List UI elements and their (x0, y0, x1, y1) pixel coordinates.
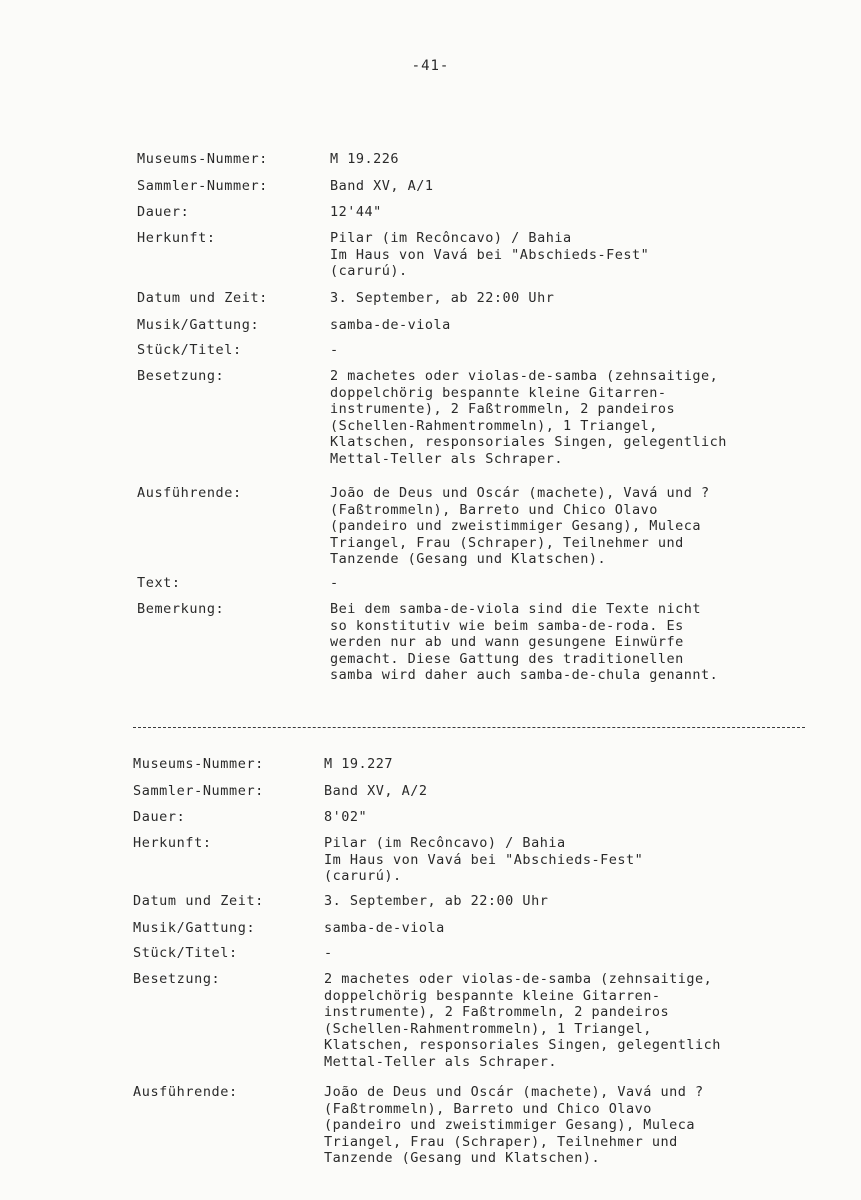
museums-nummer-label: Museums-Nummer: (137, 151, 268, 167)
sammler-nummer-label: Sammler-Nummer: (137, 178, 268, 194)
museums-nummer-value: M 19.226 (330, 151, 400, 167)
ausfuehrende-value: João de Deus und Oscár (machete), Vavá und ? (Faßtrommeln), Barreto und Chico Olavo (pandeiro und zweistimmiger Gesang), Muleca Triangel, Frau (Schraper), Teilnehmer und Tanzende (Gesang und Klatschen). (330, 485, 710, 567)
museums-nummer-value: M 19.227 (324, 756, 394, 772)
sammler-nummer-value: Band XV, A/1 (330, 178, 434, 194)
dauer-value: 8'02" (324, 809, 368, 825)
herkunft-value: Pilar (im Recôncavo) / Bahia Im Haus von Vavá bei "Abschieds-Fest" (carurú). (324, 835, 644, 884)
page-number: -41- (411, 58, 450, 74)
dauer-label: Dauer: (137, 204, 190, 220)
text-label: Text: (137, 575, 181, 591)
datum-label: Datum und Zeit: (133, 893, 264, 909)
sammler-nummer-label: Sammler-Nummer: (133, 783, 264, 799)
datum-label: Datum und Zeit: (137, 290, 268, 306)
titel-value: - (324, 945, 333, 961)
text-value: - (330, 575, 339, 591)
gattung-label: Musik/Gattung: (137, 317, 260, 333)
datum-value: 3. September, ab 22:00 Uhr (324, 893, 549, 909)
titel-label: Stück/Titel: (137, 342, 242, 358)
gattung-value: samba-de-viola (330, 317, 451, 333)
besetzung-value: 2 machetes oder violas-de-samba (zehnsaitige, doppelchörig bespannte kleine Gitarren- instrumente), 2 Faßtrommeln, 2 pandeiros (Schellen-Rahmentrommeln), 1 Triangel, Klatschen, responsoriales Singen, gelegentlich Mettal-Teller als Schraper. (324, 971, 721, 1070)
datum-value: 3. September, ab 22:00 Uhr (330, 290, 555, 306)
herkunft-value: Pilar (im Recôncavo) / Bahia Im Haus von Vavá bei "Abschieds-Fest" (carurú). (330, 230, 650, 279)
besetzung-label: Besetzung: (133, 971, 221, 987)
besetzung-label: Besetzung: (137, 368, 225, 384)
ausfuehrende-value: João de Deus und Oscár (machete), Vavá und ? (Faßtrommeln), Barreto und Chico Olavo (pandeiro und zweistimmiger Gesang), Muleca Triangel, Frau (Schraper), Teilnehmer und Tanzende (Gesang und Klatschen). (324, 1084, 704, 1166)
herkunft-label: Herkunft: (133, 835, 212, 851)
bemerkung-value: Bei dem samba-de-viola sind die Texte nicht so konstitutiv wie beim samba-de-roda. Es werden nur ab und wann gesungene Einwürfe gemacht. Diese Gattung des traditionellen samba wird daher auch samba-de-chula genannt. (330, 601, 719, 683)
museums-nummer-label: Museums-Nummer: (133, 756, 264, 772)
titel-value: - (330, 342, 339, 358)
gattung-label: Musik/Gattung: (133, 920, 256, 936)
ausfuehrende-label: Ausführende: (137, 485, 242, 501)
titel-label: Stück/Titel: (133, 945, 238, 961)
sammler-nummer-value: Band XV, A/2 (324, 783, 428, 799)
ausfuehrende-label: Ausführende: (133, 1084, 238, 1100)
dashed-separator (133, 727, 805, 728)
herkunft-label: Herkunft: (137, 230, 216, 246)
dauer-label: Dauer: (133, 809, 186, 825)
bemerkung-label: Bemerkung: (137, 601, 225, 617)
gattung-value: samba-de-viola (324, 920, 445, 936)
dauer-value: 12'44" (330, 204, 382, 220)
besetzung-value: 2 machetes oder violas-de-samba (zehnsaitige, doppelchörig bespannte kleine Gitarren- instrumente), 2 Faßtrommeln, 2 pandeiros (Schellen-Rahmentrommeln), 1 Triangel, Klatschen, responsoriales Singen, gelegentlich Mettal-Teller als Schraper. (330, 368, 727, 467)
